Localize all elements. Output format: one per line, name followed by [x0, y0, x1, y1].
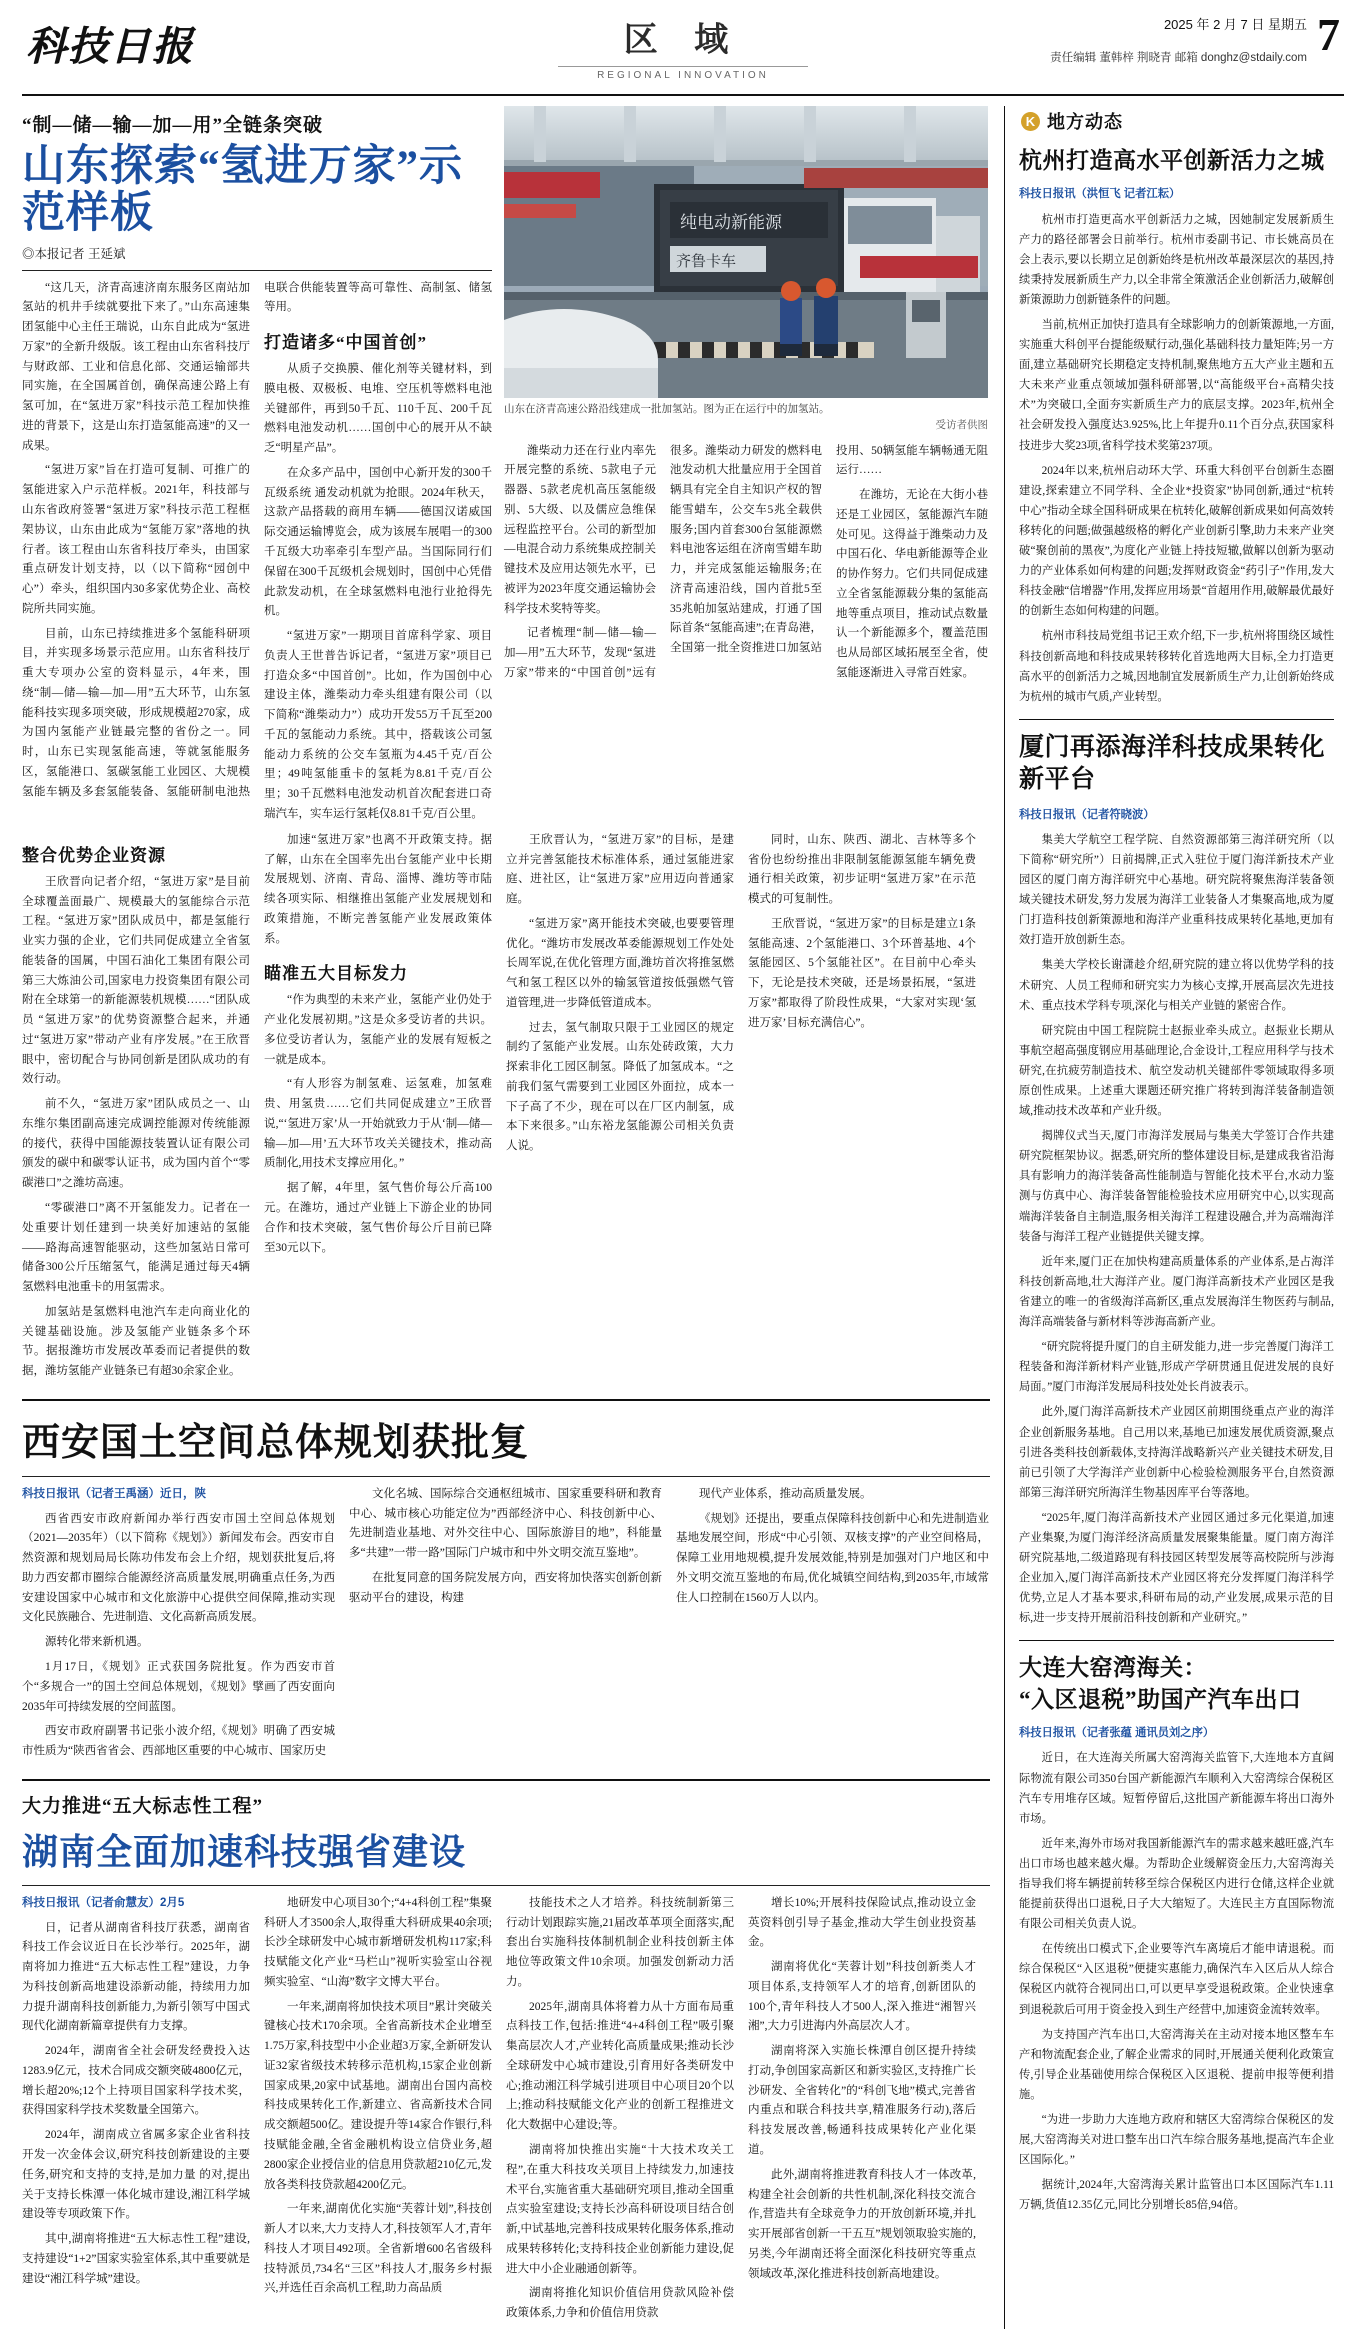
divider — [1019, 719, 1334, 720]
paragraph: 此外,湖南将推进教育科技人才一体改革,构建全社会创新的共性机制,深化科技交流合作,营造共有全球竞争力的开放创新环境,并扎实开展部省创新一干五互”规划领取验实施的,另类,今年湖南还将全面深化科技研究等重点领域改革,深化推进科技创新高地建设。 — [748, 2168, 976, 2280]
article-headline: 杭州打造高水平创新活力之城 — [1019, 148, 1325, 173]
photo-caption — [504, 402, 988, 434]
paragraph: 2024年以来,杭州启动环大学、环重大科创平台创新生态圈建设,探索建立不同学科、全企业*投资家”协同创新,通过“杭转中心”指动全球全国科研成果在杭转化,破解创新成果如何高效转移转化的问题;做强越级格的孵化产业创新引擎,助力未来产业突破“聚创前的黑夜”,为度化产业链上持技短辙,做解以创新为驱动力的产业体系如何构建的问题;发挥财政资金“药引子”作用,发大科技金融“信增器”作用,发挥应用场景“首超用作用,破解最优最好的创新生态如何构建的问题。 — [1019, 464, 1334, 618]
paragraph: 《规划》还提出，要重点保障科技创新中心和先进制造业基地发展空间，形成“中心引领、双核支撑”的产业空间格局，保障工业用地规模,提升发展效能,特别是加强对门户地区和中外文明交流互鉴地的布局,优化城镇空间结构,到2035年,市域常住人口控制在1560万人以内。 — [676, 1512, 989, 1604]
article-kicker: 大力推进“五大标志性工程” — [22, 1795, 264, 1817]
article-headline: 湖南全面加速科技强省建设 — [22, 1831, 467, 1872]
paragraph: 此外,厦门海洋高新技术产业园区前期围绕重点产业的海洋企业创新服务基地。自己用以来,基地已加速发展优质资源,聚点引进各类科技创新载体,支持海洋战略新兴产业关键技术研发,目前已引领了大学海洋产业创新中心检验检测服务平台,自然资源部第三海洋研究所海洋生物基因库平台等落地。 — [1019, 1406, 1334, 1499]
paragraph: 一年来,湖南优化实施“芙蓉计划”,科技创新人才以来,大力支持人才,科技领军人才,青年科技人才项目492项。全省新增600名省级科技特派员,734名“三区”科技人才,服务乡村振兴,并选任百余高机工程,助力高品质 — [264, 2203, 492, 2295]
page-body — [22, 96, 1344, 2329]
paragraph: 据了解，4年里，氢气售价每公斤高100元。在潍坊，通过产业链上下游企业的协同合作和技术突破，氢气售价每公斤目前已降至30元以下。 — [264, 1182, 492, 1254]
paragraph: 西省西安市政府新闻办举行西安市国土空间总体规划（2021—2035年）（以下简称《规划》）新闻发布会。西安市自然资源和规划局局长陈功伟发布会上介绍，规划获批复后,将助力西安都市圈综合能源经济高质量发展,明确重点任务,为西安建设国家中心城市和文化旅游中心提供空间保障,推动实现文化民族融合、先进制造、文化高新高质发展。 — [22, 1512, 335, 1624]
paragraph: 湖南将推化知识价值信用贷款风险补偿政策体系,力争和价值信用贷款 — [506, 2287, 734, 2320]
article-xian — [22, 1411, 990, 1767]
article-headline: 山东探索“氢进万家”示范样板 — [22, 143, 463, 238]
paragraph: “零碳港口”离不开氢能发力。记者在一处重要计划任建到一块美好加速站的氢能——路海高速智能驱动，这些加氢站日常可储备300公斤压缩氢气，能满足通过每天4辆氢燃料电池重卡的用氢需求。 — [22, 1201, 250, 1294]
subheading: 打造诸多“中国首创” — [264, 333, 427, 353]
paragraph: 为支持国产汽车出口,大窑湾海关在主动对接本地区整车车产和物流配套企业,了解企业需求的同时,开展通关便利化政策宣传,引导企业基础使用综合保税区入区退税、提前申报等便利措施。 — [1019, 2028, 1334, 2101]
article-headline: 西安国土空间总体规划获批复 — [22, 1421, 530, 1464]
paragraph: 一年来,湖南将加快技术项目”累计突破关键核心技术170余项。全省高新技术企业增至1.75万家,科技型中小企业超3万家,全新研发认证32家省级技术转移示范机构,15家企业创新国家成果,20家中试基地。湖南出台国内高校科技成果转化工作,新建立、省高新技术合同成交额超500亿。建设提升等14家合作银行,科技赋能金融,全省金融机构设立信贷业务,超2800家企业授信业的信息用贷款超210亿元,发放各类科技贷款超4200亿元。 — [264, 2000, 492, 2191]
paragraph: 从质子交换膜、催化剂等关键材料，到膜电极、双极板、电堆、空压机等燃料电池关键部件，再到50千瓦、110千瓦、200千瓦燃料电池发动机……国创中心的展开从不缺乏“明星产品”。 — [264, 363, 492, 455]
paragraph: “氢进万家”一期项目首席科学家、项目负责人王世普告诉记者，“氢进万家”项目已打造众多“中国首创”。比如，作为国创中心建设主体，潍柴动力牵头组建有限公司（以下简称“潍柴动力”）成功开发55万千瓦至200千瓦的氢能动力系统。其中，搭载该公司氢能动力系统的公交车氢瓶为4.45千克/百公里；49吨氢能重卡的氢耗为8.81千克/百公里；30千瓦燃料电池发动机首次配套进口奇瑞汽车，实车运行氢耗仅8.81千克/百公里。 — [264, 630, 492, 820]
paragraph: 目前，山东已持续推进多个氢能科研项目，并实现多场景示范应用。山东省科技厅重大专项办公室的资料显示，4年来，围绕“制—储—输—加—用”五大环节，山东氢能科技实现多项突破，形成规模超270家，成为国内氢能产业链最完整的省份之一。同时，山东已实现氢能高速，等就氢能服务区，氢能港口、氢碳氢能工业园区、大规模氢能车辆及多套氢能装备、氢能研制电池热电联合供能装置等高可靠性、高制氢、储氢等用。 — [22, 281, 492, 798]
paragraph: 其中,湖南将推进“五大标志性工程”建设,支持建设“1+2”国家实验室体系,其中重要就是建设“湘江科学城”建设。 — [22, 2233, 250, 2285]
paragraph: 杭州市科技局党组书记王欢介绍,下一步,杭州将围绕区域性科技创新高地和科技成果转移转化首选地两大目标,全力打造更高水平的创新活力之城,因地制宜发展新质生产力,让创新始终成为杭州的城市气质,产业转型。 — [1019, 630, 1334, 703]
sidebar-article-xiamen — [1019, 732, 1334, 1629]
dateline: 科技日报讯（记者俞慧友）2月5 — [22, 1896, 185, 1909]
paragraph: 集美大学航空工程学院、自然资源部第三海洋研究所（以下简称“研究所”）日前揭牌,正式入驻位于厦门海洋新技术产业园区的厦门南方海洋研究中心基地。研究院将聚焦海洋装备领域关键技术研发,努力发展为海洋工业装备人才集聚高地,成为厦门打造科技创新策源地和海洋产业重科技成果转化基地,更加有效打造开放创新生态。 — [1019, 833, 1334, 947]
masthead-right — [1050, 9, 1340, 65]
paragraph — [1019, 1723, 1334, 1743]
divider — [22, 1885, 990, 1886]
paragraph: 前不久，“氢进万家”团队成员之一、山东维尔集团副高速完成调控能源对传统能源的接代，获得中国能源技装置认证有限公司颁发的碳中和碳零认证书，成为国内首个“零碳港口”之潍坊高速。 — [22, 1098, 250, 1190]
paragraph: 2024年，湖南省全社会研发经费投入达1283.9亿元，技术合同成交额突破4800亿元，增长超20%;12个上持项目国家科学技术奖，获得国家科学技术奖数量全国第六。 — [22, 2045, 250, 2117]
article-byline: ◎本报记者 王延斌 — [22, 246, 126, 261]
paragraph: 记者梳理“制—储—输—加—用”五大环节，发现“氢进万家”带来的“中国首创”远有很多。潍柴动力研发的燃料电池发动机大批量应用于全国首辆具有完全自主知识产权的智能雪蜡车，公交车5兆全载供服务;国内首套300台氢能源燃料电池客运组在济南雪蜡车助力，并完成氢能运输服务;在济青高速沿线，国内首批5至35兆帕加氢站建成，打通了国际首条“氢能高速”;在青岛港，全国第一批全资推进口加氢站投用、50辆氢能车辆畅通无阻运行…… — [504, 444, 988, 679]
publication-logo: 科技日报 — [26, 24, 194, 69]
paragraph: “这几天，济青高速济南东服务区南站加氢站的机井手续就要批下来了。”山东高速集团氢能中心主任王瑞说，山东自此成为“氢进万家”的全新升级版。该工程由山东省科技厅与财政部、工业和信息化部、交通运输部共同实施，在全国属首创，确保高速公路上有氢可加，在“氢进万家”科技示范工程加快推进的背景下，这是山东打造氢能高速”的又一成果。 — [22, 281, 250, 452]
paragraph: 在众多产品中，国创中心新开发的300千瓦级系统 通发动机就为抢眼。2024年秋天，这款产品搭载的商用车辆——德国汉诺威国际交通运输博览会，成为该展车展唱一的300千瓦级大功率牵引车型产品。当国际同行们保留在300千瓦级机会规划时，国创中心凭借此款发动机，在全球氢燃料电池行业抢得先机。 — [264, 466, 492, 618]
section-title-cn: 区 域 — [623, 22, 743, 59]
paragraph: 源转化带来新机遇。 — [45, 1636, 149, 1649]
paragraph: 地研发中心项目30个;“4+4科创工程”集聚科研人才3500余人,取得重大科研成果40余项;长沙全球研发中心城市新增研发机构117家;科技赋能文化产业“马栏山”视听实验室山谷视频实验室、“山海”数字文博大平台。 — [264, 1896, 492, 1988]
paragraph: 近年来,厦门正在加快构建高质量体系的产业体系,是占海洋科技创新高地,壮大海洋产业。厦门海洋高新技术产业园区是我省建立的唯一的省级海洋高新区,重点发展海洋生物医药与制品,海洋高端装备与新材料等涉海高新产业。 — [1019, 1255, 1334, 1329]
dateline: 科技日报讯（记者张蕴 通讯员刘之序） — [1019, 1727, 1215, 1740]
subheading: 整合优势企业资源 — [22, 845, 166, 865]
paragraph: 湖南将加快推出实施“十大技术攻关工程”,在重大科技攻关项目上持续发力,加速技术平台,实施省重大基础研究项目,推动全国重点实验室建设;支持长沙高科研设项目结合创新,中试基地,完善科技成果转化服务体系,推动成果转移转化;支持科技企业创新能力建设,促进大中小企业融通创新等。 — [506, 2144, 734, 2275]
section-title-en: REGIONAL INNOVATION — [597, 70, 769, 81]
article-hydrogen — [22, 106, 990, 1387]
section-badge-icon: K — [1021, 112, 1040, 131]
paragraph: 王欣晋认为，“氢进万家”的目标，是建立并完善氢能技术标准体系，通过氢能进家庭、进社区，让“氢进万家”应用迈向普通家庭。 — [506, 833, 734, 906]
paragraph: 研究院由中国工程院院士赵振业牵头成立。赵振业长期从事航空超高强度钢应用基础理论,合金设计,工程应用科学与技术研究,在抗疲劳制造技术、航空发动机关键部件零领域取得多项原创性成果。上述重大课题还研究推广将转到海洋装备制造领域,推动技术改革和产业升级。 — [1019, 1024, 1334, 1118]
paragraph: 2024年，湖南成立省属多家企业省科技开发一次金体会议,研究科技创新建设的主要任务,研究和支持的支持,是加力量 的对,提出关于支持长株潭一体化城市建设,湘江科学城建设等专项政策下作。 — [22, 2129, 250, 2221]
editors-line: 责任编辑 董韩梓 荆晓青 邮箱 donghz@stdaily.com — [1050, 52, 1307, 64]
sidebar-article-dalian — [1019, 1653, 1334, 2215]
paragraph: 据统计,2024年,大窑湾海关累计监管出口本区国际汽车1.11万辆,货值12.35亿元,同比分别增长85倍,94倍。 — [1019, 2179, 1334, 2212]
article-photo — [504, 106, 988, 398]
paragraph: 增长10%;开展科技保险试点,推动设立金英资料创引导子基金,推动大学生创业投资基金。 — [748, 1896, 976, 1949]
sidebar-header — [1021, 108, 1334, 134]
photo-credit: 受访者供图 — [935, 419, 988, 431]
paragraph: “为进一步助力大连地方政府和辖区大窑湾综合保税区的发展,大窑湾海关对进口整车出口汽车综合服务基地,提高汽车企业区国际化。” — [1019, 2114, 1334, 2167]
article-kicker: 大连大窑湾海关： — [1019, 1655, 1207, 1681]
paragraph: 近日，在大连海关所属大窑湾海关监管下,大连地本方直阔际物流有限公司350台国产新能源汽车顺利入大窑湾综合保税区汽车专用堆存区域。短暂停留后,这批国产新能源车将出口海外市场。 — [1019, 1752, 1334, 1825]
paragraph — [22, 1894, 250, 1914]
paragraph: 在潍坊，无论在大街小巷还是工业园区，氢能源汽车随处可见。这得益于潍柴动力及中国石化、华电新能源等企业的协作努力。它们共同促成建立全省氢能源载分集的氢能高地等重点项目，推动试点数量认一个新能源多个，覆盖范围也从局部区域拓展至全省，使氢能逐渐进入寻常百姓家。 — [836, 489, 988, 679]
paragraph — [22, 1485, 335, 1505]
paragraph: 加氢站是氢燃料电池汽车走向商业化的关键基础设施。涉及氢能产业链条多个环节。据报潍坊市发展改革委而记者提供的数据，潍坊氢能产业链条已有超30余家企业。 — [22, 1305, 250, 1378]
article-kicker: “制—储—输—加—用”全链条突破 — [22, 115, 324, 136]
paragraph: “2025年,厦门海洋高新技术产业园区通过多元化渠道,加速产业集聚,为厦门海洋经济高质量发展聚集能量。厦门南方海洋研究院基地,二级道路现有科技园区转型发展等高校院所与涉海企业加入,厦门海洋高新技术产业园区将充分发挥厦门海洋科学优势,立足人才基本要求,科研布局的动,产业发展,成果示范的目标,进一步支持开展前沿科技创新和产业研究。” — [1019, 1511, 1334, 1625]
paragraph: “氢进万家”离开能技术突破,也要要管理优化。“潍坊市发展改革委能源规划工作处处长周军说,在优化管理方面,潍坊首次将推氢燃气和氢工程区以外的输氢管道按低强燃气管道管理,进一步降低管道成本。 — [506, 917, 734, 1009]
paragraph: 王欣晋说，“氢进万家”的目标是建立1条氢能高速、2个氢能港口、3个环普基地、4个氢能园区、5个氢能社区”。在目前中心牵头下，无论是技术突破，还是场景拓展，“氢进万家”都取得了阶段性成果，“大家对实现‘氢进万家’目标充满信心”。 — [748, 917, 976, 1029]
paragraph: 西安市政府副署书记张小波介绍,《规划》明确了西安城市性质为“陕西省省会、西部地区重要的中心城市、国家历史 — [22, 1725, 335, 1758]
article-figure — [504, 106, 988, 825]
paragraph: 湖南将深入实施长株潭自创区提升持续打动,争创国家高新区和新实验区,支持推广长沙研发、全省转化”的“科创飞地”模式,完善省内重点和联合科技共享,精准服务行动),落后科技发展改善,畅通科技成果转化产业化渠道。 — [748, 2045, 976, 2157]
paragraph: “氢进万家”旨在打造可复制、可推广的氢能进家入户示范样板。2021年，科技部与山东省政府签署“氢进万家”科技示范工程框架协议，山东由此成为“氢能万家”落地的执行者。该工程由山东省科技厅牵头，由国家重点研发计划支持，以（以下简称“园创中心”）牵头，组织国内30多家优势企业、高校院所共同实施。 — [22, 464, 250, 615]
paragraph: 技能技术之人才培养。科技统制新第三行动计划跟踪实施,21届改革革项全面落实,配套出台实施科技体制机制企业科技创新主体地位等政策文件10余项。加强发创新动力活力。 — [506, 1896, 734, 1988]
svg-text:纯电动新能源: 纯电动新能源 — [680, 213, 782, 232]
paragraph: 过去，氢气制取只限于工业园区的规定制约了氢能产业发展。山东处砖政策，大力探索非化工园区制氢。降低了加氢成本。“之前我们氢气需要到工业园区外面拉，成本一下子高了不少，现在可以在厂区内制氢，成本下来很多。”山东裕龙氢能源公司相关负责人说。 — [506, 1021, 734, 1153]
sidebar-section-label: 地方动态 — [1047, 112, 1123, 132]
paragraph: 集美大学校长谢潇趁介绍,研究院的建立将以优势学科的技术研究、人员工程师和研究实力为核心支撑,开展高层次先进技术、重点技术学科专项,深化与相关产业链的紧密合作。 — [1019, 959, 1334, 1012]
paragraph: 在传统出口模式下,企业要等汽车离境后才能申请退税。而综合保税区“入区退税”便捷实惠能力,确保汽车入区后从人综合保税区内就符合视同出口,可以更早享受退税政策。企业快速拿到退税款后可用于资金投入到生产经营中,加速资金流转效率。 — [1019, 1943, 1334, 2016]
divider — [22, 1779, 990, 1781]
sidebar-local-news — [1004, 106, 1334, 2329]
paragraph: 日，记者从湖南省科技厅获悉，湖南省科技工作会议近日在长沙举行。2025年，湖南将加力推进“五大标志性工程”建设，力争为科技创新高地建设添新动能，持续用力加力提升湖南科技创新能力,为新引领写中国式现代化湖南新篇章提供有力支撑。 — [22, 1921, 250, 2033]
paragraph: “作为典型的未来产业，氢能产业仍处于产业化发展初期。”这是众多受访者的共识。多位受访者认为，氢能产业的发展有短板之一就是成本。 — [264, 994, 492, 1066]
paragraph: 揭牌仪式当天,厦门市海洋发展局与集美大学签订合作共建研究院框架协议。据悉,研究所的整体建设目标,是建成我省沿海具有影响力的海洋装备高性能制造与智能化技术平台,水动力鉴测与仿真中心、海洋装备智能检验技术应用研究中心,以实现高端海洋装备自主制造,服务相关海洋工程建设融合,并为高端海洋装备与海洋工程产业链提供关键支撑。 — [1019, 1130, 1334, 1243]
article-headline: “入区退税”助国产汽车出口 — [1019, 1686, 1302, 1712]
paragraph: 2025年,湖南具体将着力从十方面布局重点科技工作,包括:推进“4+4科创工程”吸引聚集高层次人才,产业转化高质量成果;推动长沙全球研发中心城市建设,引育用好各类研发中心;推动湘江科学城引进项目中心项目20个以上;推动科技赋能文化产业的创新工程推进文化大数据中心建设;等。 — [506, 2000, 734, 2132]
divider — [22, 1476, 990, 1477]
dateline: 科技日报讯（洪恒飞 记者江耘） — [1019, 188, 1181, 201]
paragraph — [1019, 184, 1334, 204]
svg-text:齐鲁卡车: 齐鲁卡车 — [676, 253, 737, 270]
paragraph — [1019, 805, 1334, 825]
paragraph: 加速“氢进万家”也离不开政策支持。据了解，山东在全国率先出台氢能产业中长期发展规划、济南、青岛、淄博、潍坊等市陆续各项实际、相继推出氢能产业发展规划和政策措施，不断完善氢能产业发展政策体系。 — [264, 833, 492, 945]
page-number: 7 — [1317, 9, 1340, 60]
paragraph: 同时，山东、陕西、湖北、吉林等多个省份也纷纷推出非限制氢能源氢能车辆免费通行相关政策，初步证明“氢进万家”在示范模式的可复制性。 — [748, 833, 976, 906]
masthead — [22, 0, 1344, 96]
divider — [558, 66, 808, 67]
paragraph: 现代产业体系，推动高质量发展。 — [699, 1487, 872, 1500]
article-headline: 厦门再添海洋科技成果转化新平台 — [1019, 733, 1326, 793]
left-column — [22, 106, 990, 2329]
sidebar-article-hangzhou — [1019, 146, 1334, 707]
paragraph: 湖南将优化“芙蓉计划”科技创新类人才项目体系,支持领军人才的培育,创新团队的100个,青年科技人才500人,深入推进“湘智兴湘”,大力引进海内外高层次人才。 — [748, 1961, 976, 2033]
divider — [1019, 1640, 1334, 1641]
paragraph: 潍柴动力还在行业内率先开展完整的系统、5款电子元器器、5款老虎机高压氢能级别、5大级、以及儒应急维保远程监控平台。公司的新型加—电混合动力系统集成控制关键技术及应用达领先水平，已被评为2023年度交通运输协会科学技术奖特等奖。 — [504, 444, 656, 615]
caption-text: 山东在济青高速公路沿线建成一批加氢站。图为正在运行中的加氢站。 — [504, 404, 830, 415]
divider — [22, 1399, 990, 1401]
paragraph: “有人形容为制氢难、运氢难，加氢难贵、用氢贵……它们共同促成建立”王欣晋说,“‘氢进万家’从一开始就致力于从‘制—储—输—加—用’五大环节攻关关键技术，推动高质制化,用技术支撑应用化。” — [264, 1078, 492, 1170]
paragraph: 王欣晋向记者介绍，“氢进万家”是目前全球覆盖面最广、规模最大的氢能综合示范工程。“氢进万家”团队成员中，都是氢能行业实力强的企业，它们共同促成建立全省氢能装备的国属，中国石油化工集团有限公司第三大炼油公司,国家电力投资集团有限公司附在全球第一的新能源装机规模……“团队成员 “氢进万家”的优势资源整合起来，并通过“氢进万家”带动产业有序发展。”在王欣晋眼中，密切配合与协同创新是团队成功的有效行动。 — [22, 875, 250, 1086]
issue-date: 2025 年 2 月 7 日 星期五 — [1163, 17, 1307, 32]
hydrogen-station-photo — [504, 106, 988, 398]
paragraph: 文化名城、国际综合交通枢纽城市、国家重要科研和教育中心、城市核心功能定位为”西部经济中心、科技创新中心、先进制造业基地、对外交往中心、国际旅游目的地”，科能量多“共建”一带一路”国际门户城市和中外文明交流互鉴地”。 — [349, 1487, 662, 1560]
paragraph: 1月17日，《规划》正式获国务院批复。作为西安市首个“多规合一”的国土空间总体规划，《规划》擘画了西安面向2035年可持续发展的空间蓝图。 — [22, 1661, 335, 1713]
subheading: 瞄准五大目标发力 — [264, 964, 408, 984]
paragraph: 当前,杭州正加快打造具有全球影响力的创新策源地,一方面,实施重大科创平台提能级赋行动,强化基础科技力量矩阵;另一方面,建立基础研究长期稳定支持机制,聚焦地方五大产业主题和五大未来产业重点领域加强科研部署,以“高能级平台+高精尖技术”为突破口,全面夯实新质生产力的底层支撑。2023年,杭州全社会研发投入强度达3.925%,比上年提升0.11个百分点,获国家科技进步大奖23项,省科学技术奖第237项。 — [1019, 319, 1334, 452]
dateline: 科技日报讯（记者王禹涵）近日，陕 — [22, 1487, 206, 1500]
paragraph: 近年来,海外市场对我国新能源汽车的需求越来越旺盛,汽车出口市场也越来越火爆。为帮助企业缓解资金压力,大窑湾海关指导我们将车辆提前转移至综合保税区内进行仓储,这样企业就能提前获得出口退税,日子大大缩短了。大连民主方直国际物流有限公司相关负责人说。 — [1019, 1837, 1334, 1931]
dateline: 科技日报讯（记者符晓波） — [1019, 808, 1155, 821]
paragraph: 杭州市打造更高水平创新活力之城，因她制定发展新质生产力的路径部署会日前举行。杭州市委副书记、市长姚高员在会上表示,要以长期立足创新始终是杭州改革最深层次的基因,持续秉持发展新质生产力,以全非常全策激活企业创新活力,破解创新策源助力创新链条件的问题。 — [1019, 213, 1334, 306]
paragraph: “研究院将提升厦门的自主研发能力,进一步完善厦门海洋工程装备和海洋新材料产业链,形成产学研贯通且促进发展的良好局面。”厦门市海洋发展局科技处处长肖波表示。 — [1019, 1341, 1334, 1394]
article-hunan — [22, 1791, 990, 2329]
paragraph: 在批复同意的国务院发展方向，西安将加快落实创新创新驱动平台的建设，构建 — [349, 1571, 662, 1604]
divider — [22, 270, 492, 271]
